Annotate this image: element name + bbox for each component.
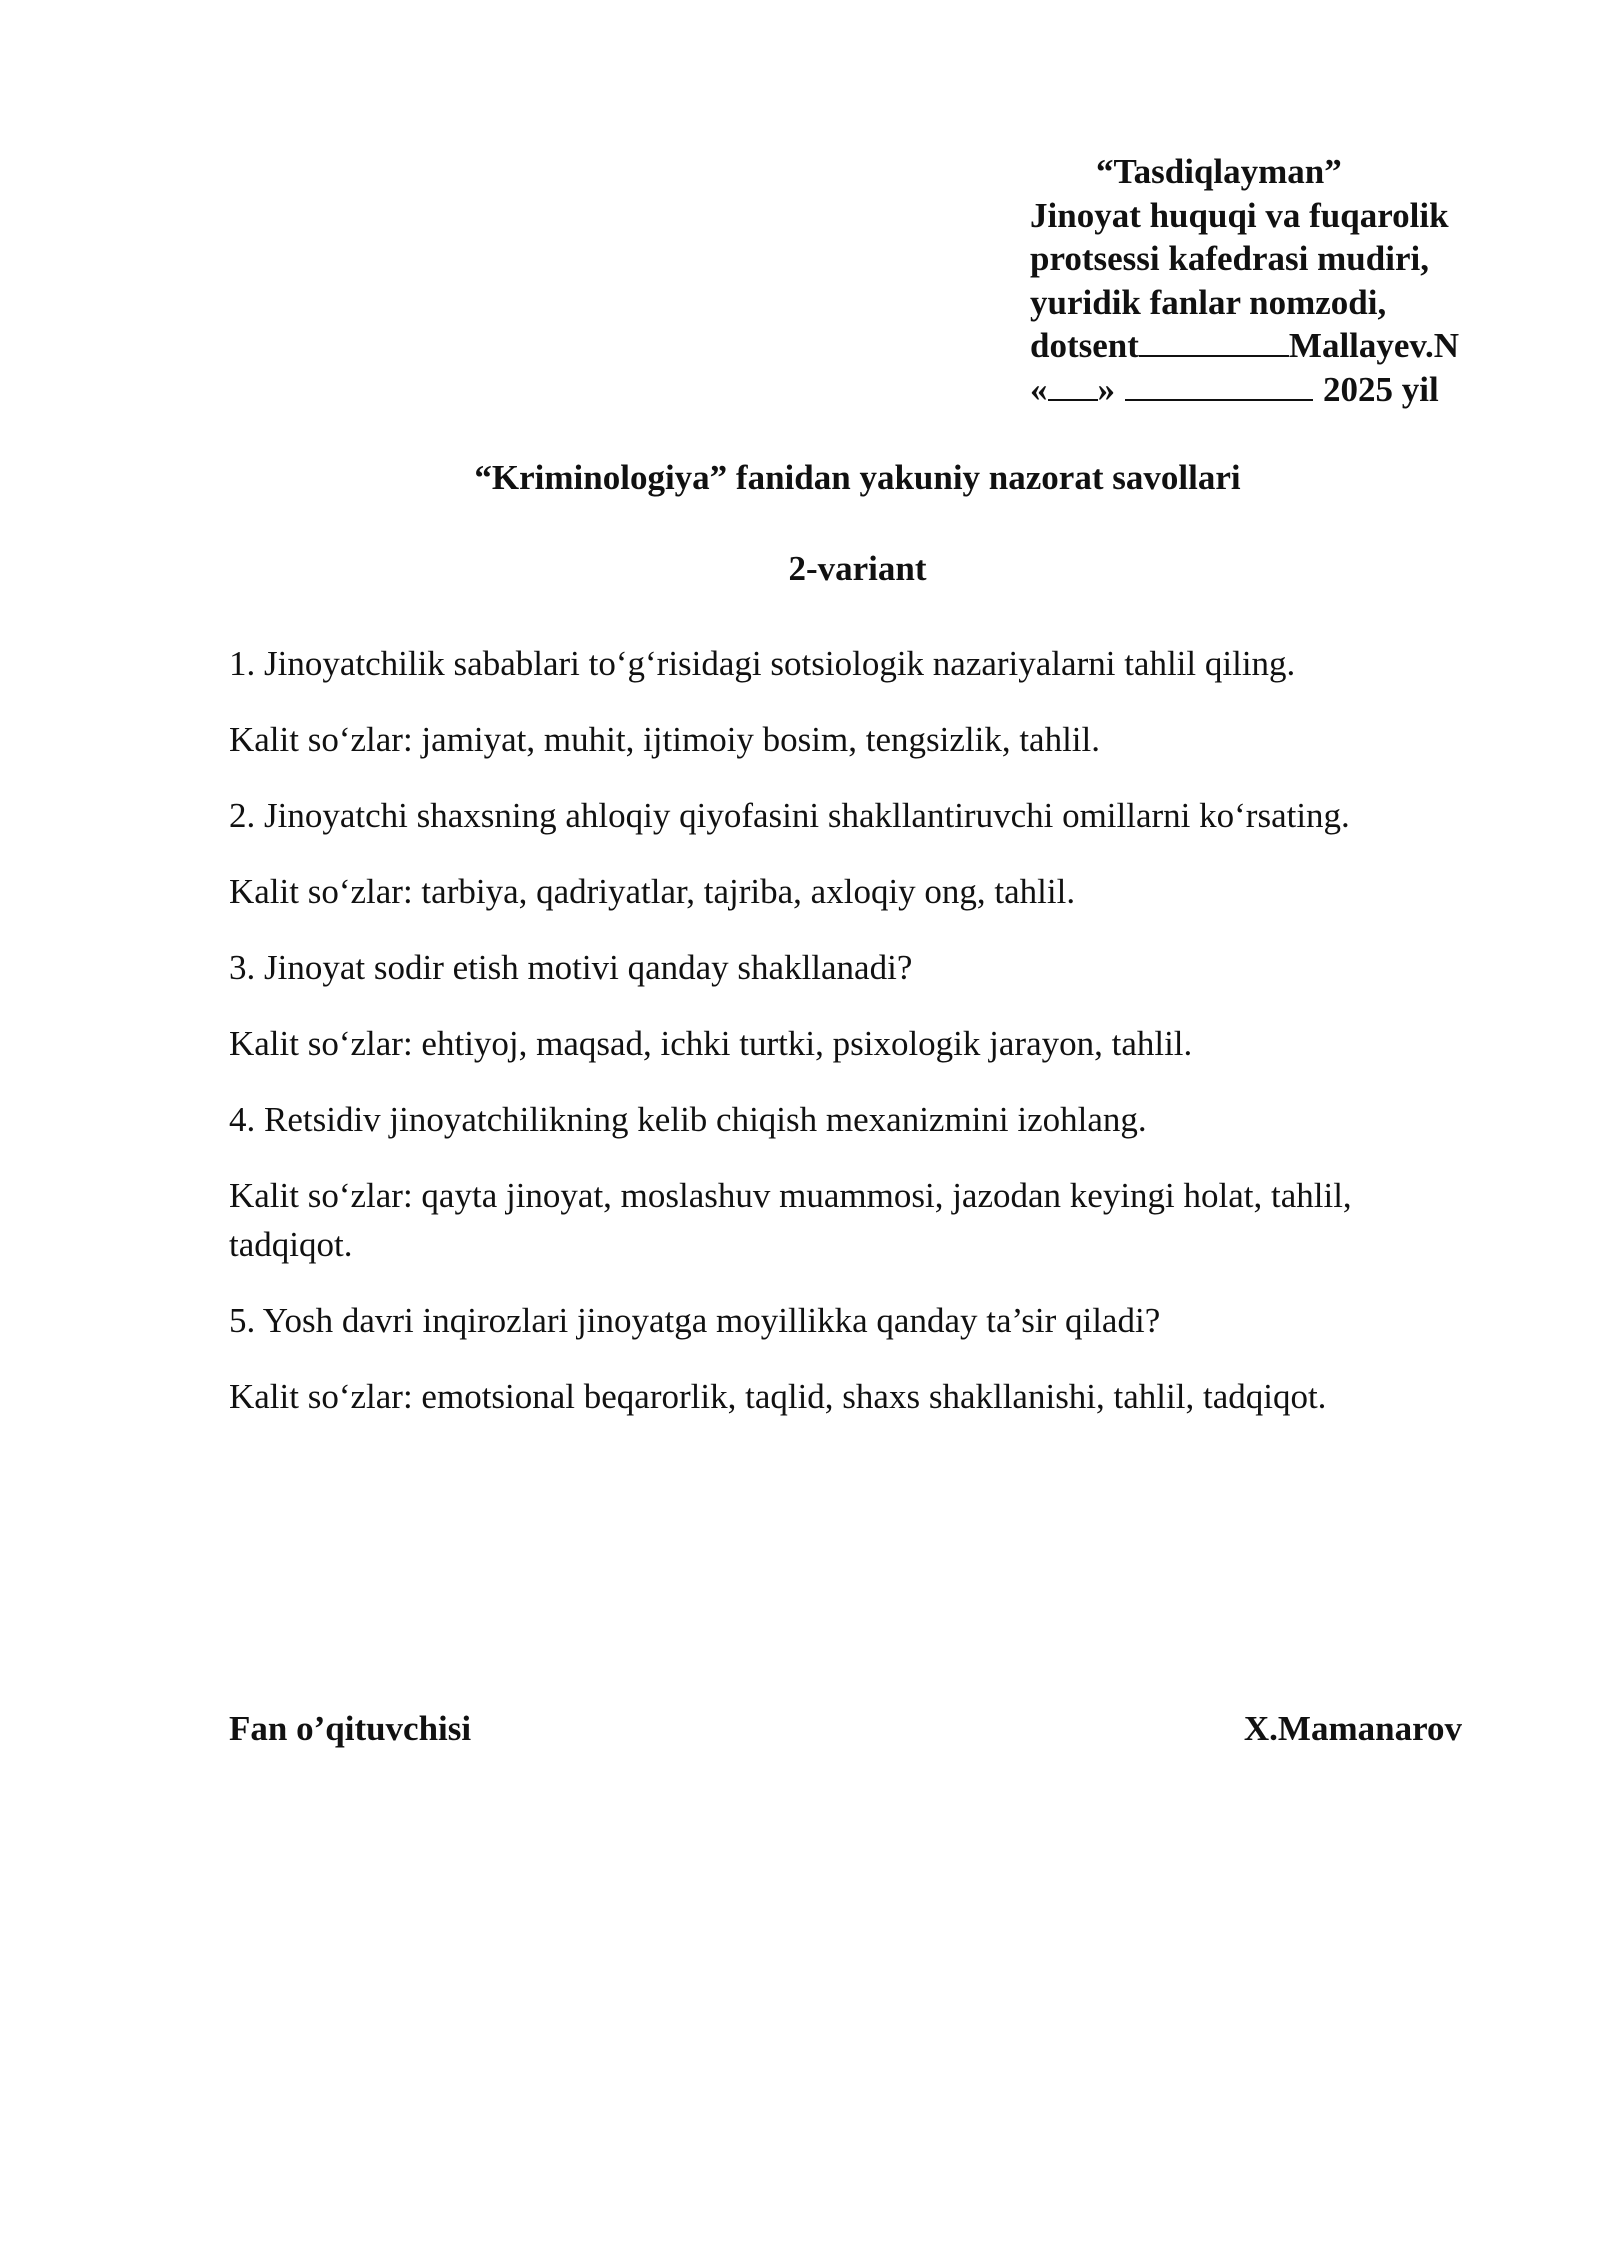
signature-blank [1139, 325, 1289, 357]
date-open-quote: « [1030, 369, 1048, 409]
approval-signature-line [1030, 324, 1550, 368]
question-5-keywords: Kalit so‘zlar: emotsional beqarorlik, taqlid, shaxs shakllanishi, tahlil, tadqiqot. [229, 1377, 1327, 1416]
question-4: 4. Retsidiv jinoyatchilikning kelib chiqish mexanizmini izohlang. [229, 1100, 1147, 1139]
approval-signatory: Mallayev.N [1288, 326, 1460, 365]
approval-line-position: protsessi kafedrasi mudiri, [1030, 239, 1429, 278]
question-4-keywords: Kalit so‘zlar: qayta jinoyat, moslashuv muammosi, jazodan keyingi holat, tahlil, tadqiqot. [229, 1176, 1352, 1264]
approval-date-line [1030, 368, 1550, 412]
question-1-keywords: Kalit so‘zlar: jamiyat, muhit, ijtimoiy bosim, tengsizlik, tahlil. [229, 720, 1101, 759]
question-2: 2. Jinoyatchi shaxsning ahloqiy qiyofasini shakllantiruvchi omillarni ko‘rsating. [229, 796, 1350, 835]
month-blank [1125, 369, 1313, 401]
approval-block [1030, 150, 1550, 411]
approval-year: 2025 yil [1323, 369, 1439, 409]
footer-role: Fan o’qituvchisi [229, 1709, 472, 1748]
question-3: 3. Jinoyat sodir etish motivi qanday shakllanadi? [229, 948, 913, 987]
day-blank [1048, 369, 1098, 401]
document-variant: 2-variant [788, 549, 927, 588]
question-3-keywords: Kalit so‘zlar: ehtiyoj, maqsad, ichki turtki, psixologik jarayon, tahlil. [229, 1024, 1193, 1063]
approval-title-prefix: dotsent [1030, 326, 1139, 365]
footer-name: X.Mamanarov [1243, 1709, 1462, 1748]
question-5: 5. Yosh davri inqirozlari jinoyatga moyillikka qanday ta’sir qiladi? [229, 1301, 1161, 1340]
document-title: “Kriminologiya” fanidan yakuniy nazorat savollari [474, 458, 1241, 497]
questions-list [229, 639, 1479, 1448]
approval-line-department: Jinoyat huquqi va fuqarolik [1030, 195, 1449, 235]
approval-line-degree: yuridik fanlar nomzodi, [1030, 282, 1387, 322]
approval-heading: “Tasdiqlayman” [1096, 152, 1342, 191]
date-close-quote: » [1097, 369, 1115, 409]
question-1: 1. Jinoyatchilik sabablari to‘g‘risidagi sotsiologik nazariyalarni tahlil qiling. [229, 644, 1296, 683]
question-2-keywords: Kalit so‘zlar: tarbiya, qadriyatlar, tajriba, axloqiy ong, tahlil. [229, 872, 1076, 911]
